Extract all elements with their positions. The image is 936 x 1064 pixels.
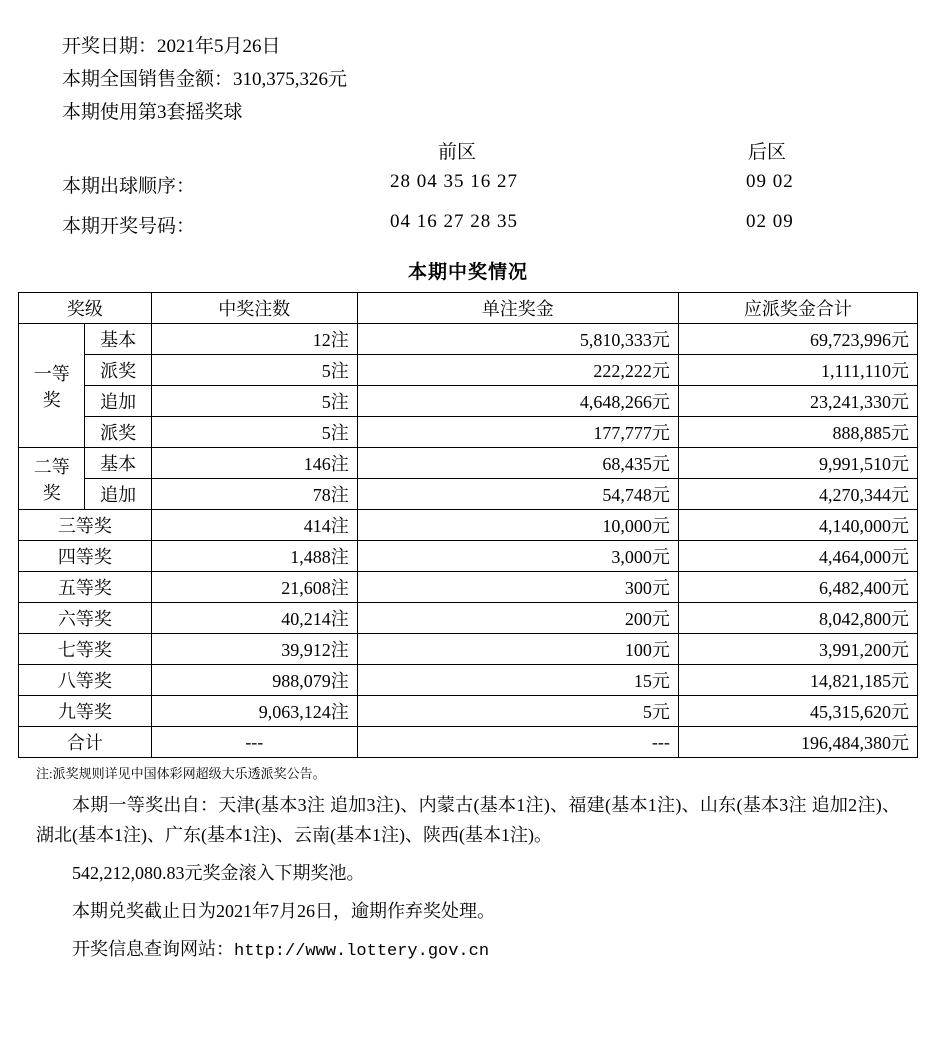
table-row: [19, 417, 918, 448]
sub-level-cell: 基本: [85, 324, 151, 355]
website-label: 开奖信息查询网站：: [72, 939, 234, 959]
total-cell: 3,991,200元: [678, 634, 917, 665]
table-row: [19, 696, 918, 727]
column-header-each: 单注奖金: [357, 293, 678, 324]
column-header-total: 应派奖金合计: [678, 293, 917, 324]
count-cell: 39,912注: [151, 634, 357, 665]
total-cell: 4,464,000元: [678, 541, 917, 572]
level-cell: 四等奖: [19, 541, 152, 572]
count-cell: 5注: [151, 417, 357, 448]
first-prize-origin-paragraph: 本期一等奖出自：天津(基本3注 追加3注)、内蒙古(基本1注)、福建(基本1注)、山东(基本3注 追加2注)、湖北(基本1注)、广东(基本1注)、云南(基本1注)、陕西(基本1注)。: [36, 795, 900, 845]
count-cell: 5注: [151, 355, 357, 386]
table-header-row: [19, 293, 918, 324]
column-header-count: 中奖注数: [151, 293, 357, 324]
level-cell: 九等奖: [19, 696, 152, 727]
each-cell: 200元: [357, 603, 678, 634]
prize-table-title: 本期中奖情况: [407, 262, 528, 283]
count-cell: 414注: [151, 510, 357, 541]
level-cell: 五等奖: [19, 572, 152, 603]
table-row: [19, 448, 918, 479]
front-zone-label: 前区: [438, 142, 477, 163]
each-cell: 10,000元: [357, 510, 678, 541]
total-cell: 69,723,996元: [678, 324, 917, 355]
prize-table: [18, 292, 918, 758]
level-cell: 合计: [19, 727, 152, 758]
count-cell: 9,063,124注: [151, 696, 357, 727]
table-row: [19, 572, 918, 603]
level-cell: 二等奖: [19, 448, 85, 510]
total-cell: 6,482,400元: [678, 572, 917, 603]
each-cell: 68,435元: [357, 448, 678, 479]
table-row: [19, 665, 918, 696]
total-cell: 4,270,344元: [678, 479, 917, 510]
each-cell: 5,810,333元: [357, 324, 678, 355]
winning-front-numbers: 04 16 27 28 35: [390, 211, 518, 232]
total-cell: 23,241,330元: [678, 386, 917, 417]
level-cell: 一等奖: [19, 324, 85, 448]
table-row: [19, 510, 918, 541]
table-row: [19, 541, 918, 572]
draw-date-line: 开奖日期：2021年5月26日: [62, 36, 281, 57]
deadline-paragraph: 本期兑奖截止日为2021年7月26日，逾期作弃奖处理。: [72, 901, 495, 921]
ball-order-front-numbers: 28 04 35 16 27: [390, 171, 518, 192]
each-cell: 5元: [357, 696, 678, 727]
each-cell: ---: [357, 727, 678, 758]
total-cell: 196,484,380元: [678, 727, 917, 758]
level-cell: 七等奖: [19, 634, 152, 665]
total-cell: 45,315,620元: [678, 696, 917, 727]
count-cell: 1,488注: [151, 541, 357, 572]
level-cell: 六等奖: [19, 603, 152, 634]
table-row-total: [19, 727, 918, 758]
each-cell: 4,648,266元: [357, 386, 678, 417]
column-header-level: 奖级: [19, 293, 152, 324]
each-cell: 300元: [357, 572, 678, 603]
count-cell: 146注: [151, 448, 357, 479]
winning-numbers-label: 本期开奖号码：: [62, 216, 196, 237]
count-cell: 40,214注: [151, 603, 357, 634]
sub-level-cell: 基本: [85, 448, 151, 479]
count-cell: 988,079注: [151, 665, 357, 696]
ball-order-back-numbers: 09 02: [746, 171, 794, 192]
table-row: [19, 479, 918, 510]
each-cell: 222,222元: [357, 355, 678, 386]
sub-level-cell: 追加: [85, 386, 151, 417]
each-cell: 15元: [357, 665, 678, 696]
sales-amount-line: 本期全国销售金额：310,375,326元: [62, 69, 348, 90]
ball-order-row: [18, 171, 918, 211]
winning-numbers-row: [18, 211, 918, 251]
total-cell: 14,821,185元: [678, 665, 917, 696]
table-footnote: 注:派奖规则详见中国体彩网超级大乐透派奖公告。: [36, 766, 326, 781]
each-cell: 3,000元: [357, 541, 678, 572]
table-row: [19, 603, 918, 634]
count-cell: 12注: [151, 324, 357, 355]
total-cell: 8,042,800元: [678, 603, 917, 634]
sub-level-cell: 派奖: [85, 417, 151, 448]
website-url[interactable]: http://www.lottery.gov.cn: [234, 942, 490, 961]
table-row: [19, 634, 918, 665]
total-cell: 1,111,110元: [678, 355, 917, 386]
sub-level-cell: 派奖: [85, 355, 151, 386]
table-row: [19, 386, 918, 417]
count-cell: 5注: [151, 386, 357, 417]
total-cell: 4,140,000元: [678, 510, 917, 541]
back-zone-label: 后区: [748, 142, 787, 163]
count-cell: 21,608注: [151, 572, 357, 603]
ball-order-label: 本期出球顺序：: [62, 176, 196, 197]
rollover-paragraph: 542,212,080.83元奖金滚入下期奖池。: [72, 863, 365, 883]
website-paragraph: [36, 934, 900, 967]
level-cell: 三等奖: [19, 510, 152, 541]
total-cell: 888,885元: [678, 417, 917, 448]
count-cell: ---: [151, 727, 357, 758]
each-cell: 54,748元: [357, 479, 678, 510]
level-cell: 八等奖: [19, 665, 152, 696]
each-cell: 100元: [357, 634, 678, 665]
each-cell: 177,777元: [357, 417, 678, 448]
zone-header-row: [18, 137, 918, 171]
table-row: [19, 355, 918, 386]
count-cell: 78注: [151, 479, 357, 510]
sub-level-cell: 追加: [85, 479, 151, 510]
winning-back-numbers: 02 09: [746, 211, 794, 232]
machine-set-line: 本期使用第3套摇奖球: [62, 102, 243, 123]
table-row: [19, 324, 918, 355]
total-cell: 9,991,510元: [678, 448, 917, 479]
